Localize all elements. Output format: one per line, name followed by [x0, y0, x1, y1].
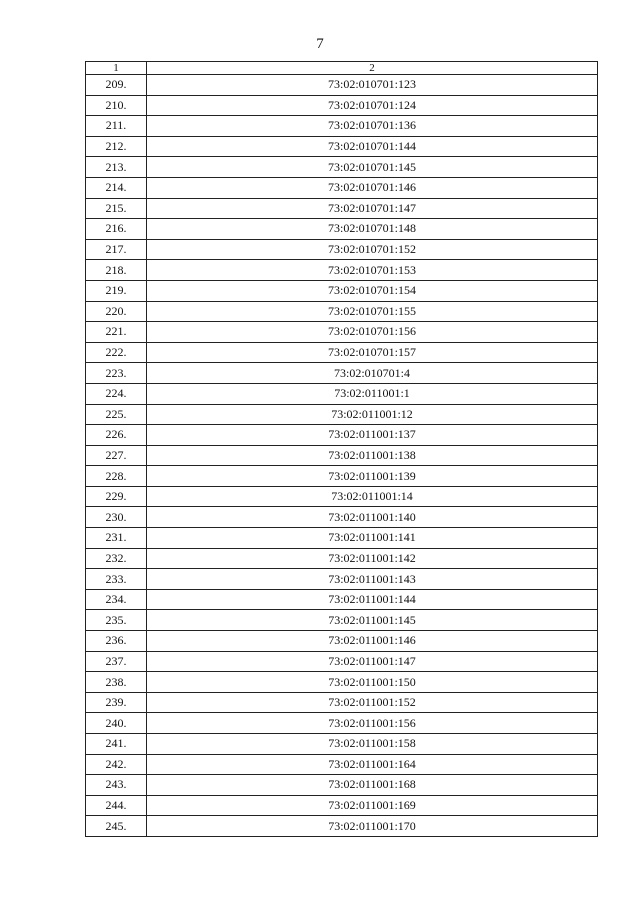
cadastral-number-cell: 73:02:011001:12 [147, 404, 598, 425]
row-number-cell: 227. [86, 445, 147, 466]
cadastral-number-cell: 73:02:011001:147 [147, 651, 598, 672]
cadastral-table [85, 61, 598, 837]
cadastral-number-cell: 73:02:011001:164 [147, 754, 598, 775]
row-number-cell: 232. [86, 548, 147, 569]
table-row [86, 445, 598, 466]
row-number-cell: 243. [86, 775, 147, 796]
row-number-cell: 209. [86, 75, 147, 96]
row-number-cell: 235. [86, 610, 147, 631]
column-header-cadastral-number: 2 [147, 62, 598, 75]
row-number-cell: 229. [86, 486, 147, 507]
table-row [86, 610, 598, 631]
table-row [86, 713, 598, 734]
cadastral-number-cell: 73:02:011001:150 [147, 672, 598, 693]
table-row [86, 301, 598, 322]
row-number-cell: 237. [86, 651, 147, 672]
cadastral-number-cell: 73:02:011001:139 [147, 466, 598, 487]
row-number-cell: 222. [86, 342, 147, 363]
table-row [86, 280, 598, 301]
row-number-cell: 238. [86, 672, 147, 693]
cadastral-number-cell: 73:02:011001:144 [147, 589, 598, 610]
cadastral-number-cell: 73:02:011001:141 [147, 528, 598, 549]
row-number-cell: 220. [86, 301, 147, 322]
table-row [86, 775, 598, 796]
table-row [86, 466, 598, 487]
cadastral-number-cell: 73:02:010701:147 [147, 198, 598, 219]
table-row [86, 75, 598, 96]
table-row [86, 322, 598, 343]
cadastral-number-cell: 73:02:010701:123 [147, 75, 598, 96]
row-number-cell: 211. [86, 116, 147, 137]
table-row [86, 157, 598, 178]
row-number-cell: 210. [86, 95, 147, 116]
table-row [86, 507, 598, 528]
row-number-cell: 239. [86, 692, 147, 713]
table-row [86, 672, 598, 693]
cadastral-number-cell: 73:02:011001:158 [147, 734, 598, 755]
cadastral-number-cell: 73:02:010701:156 [147, 322, 598, 343]
cadastral-number-cell: 73:02:011001:14 [147, 486, 598, 507]
table-row [86, 589, 598, 610]
page-number: 7 [316, 36, 324, 52]
table-row [86, 260, 598, 281]
table-row [86, 692, 598, 713]
cadastral-number-cell: 73:02:011001:145 [147, 610, 598, 631]
row-number-cell: 215. [86, 198, 147, 219]
row-number-cell: 242. [86, 754, 147, 775]
cadastral-number-cell: 73:02:010701:144 [147, 136, 598, 157]
table-row [86, 548, 598, 569]
row-number-cell: 245. [86, 816, 147, 837]
table-row [86, 486, 598, 507]
row-number-cell: 221. [86, 322, 147, 343]
cadastral-number-cell: 73:02:010701:155 [147, 301, 598, 322]
cadastral-number-cell: 73:02:010701:148 [147, 219, 598, 240]
column-header-number: 1 [86, 62, 147, 75]
table-row [86, 95, 598, 116]
row-number-cell: 236. [86, 631, 147, 652]
table-row [86, 239, 598, 260]
row-number-cell: 216. [86, 219, 147, 240]
cadastral-number-cell: 73:02:011001:169 [147, 795, 598, 816]
row-number-cell: 218. [86, 260, 147, 281]
cadastral-number-cell: 73:02:010701:146 [147, 177, 598, 198]
row-number-cell: 228. [86, 466, 147, 487]
row-number-cell: 234. [86, 589, 147, 610]
table-row [86, 404, 598, 425]
table-row [86, 383, 598, 404]
cadastral-number-cell: 73:02:010701:136 [147, 116, 598, 137]
table-body [86, 75, 598, 837]
table-row [86, 219, 598, 240]
row-number-cell: 241. [86, 734, 147, 755]
table-row [86, 734, 598, 755]
row-number-cell: 223. [86, 363, 147, 384]
table-row [86, 363, 598, 384]
table-row [86, 569, 598, 590]
cadastral-number-cell: 73:02:011001:1 [147, 383, 598, 404]
row-number-cell: 214. [86, 177, 147, 198]
table-row [86, 528, 598, 549]
row-number-cell: 225. [86, 404, 147, 425]
table-row [86, 425, 598, 446]
row-number-cell: 230. [86, 507, 147, 528]
cadastral-number-cell: 73:02:011001:142 [147, 548, 598, 569]
cadastral-number-cell: 73:02:010701:124 [147, 95, 598, 116]
cadastral-number-cell: 73:02:010701:153 [147, 260, 598, 281]
cadastral-number-cell: 73:02:011001:170 [147, 816, 598, 837]
row-number-cell: 219. [86, 280, 147, 301]
cadastral-number-cell: 73:02:010701:4 [147, 363, 598, 384]
row-number-cell: 213. [86, 157, 147, 178]
cadastral-number-cell: 73:02:011001:156 [147, 713, 598, 734]
row-number-cell: 233. [86, 569, 147, 590]
table-row [86, 136, 598, 157]
table-row [86, 651, 598, 672]
cadastral-number-cell: 73:02:011001:152 [147, 692, 598, 713]
table-row [86, 177, 598, 198]
cadastral-number-cell: 73:02:011001:143 [147, 569, 598, 590]
table-row [86, 116, 598, 137]
row-number-cell: 231. [86, 528, 147, 549]
table-row [86, 342, 598, 363]
cadastral-number-cell: 73:02:010701:145 [147, 157, 598, 178]
table-header-row [86, 62, 598, 75]
row-number-cell: 217. [86, 239, 147, 260]
cadastral-number-cell: 73:02:011001:168 [147, 775, 598, 796]
table-row [86, 754, 598, 775]
row-number-cell: 226. [86, 425, 147, 446]
row-number-cell: 224. [86, 383, 147, 404]
table-row [86, 795, 598, 816]
row-number-cell: 244. [86, 795, 147, 816]
table-row [86, 198, 598, 219]
cadastral-number-cell: 73:02:011001:137 [147, 425, 598, 446]
cadastral-number-cell: 73:02:011001:140 [147, 507, 598, 528]
row-number-cell: 240. [86, 713, 147, 734]
cadastral-number-cell: 73:02:010701:152 [147, 239, 598, 260]
cadastral-number-cell: 73:02:010701:154 [147, 280, 598, 301]
row-number-cell: 212. [86, 136, 147, 157]
cadastral-number-cell: 73:02:011001:146 [147, 631, 598, 652]
table-row [86, 816, 598, 837]
cadastral-number-cell: 73:02:011001:138 [147, 445, 598, 466]
table-row [86, 631, 598, 652]
cadastral-number-cell: 73:02:010701:157 [147, 342, 598, 363]
